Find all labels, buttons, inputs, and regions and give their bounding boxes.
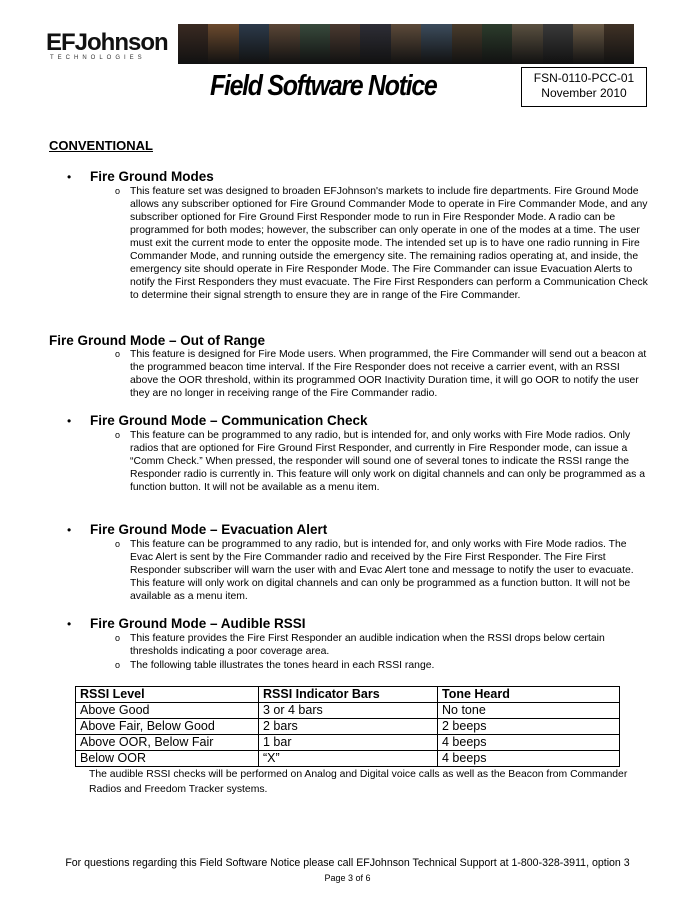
table-cell: 4 beeps <box>438 735 620 751</box>
banner-photo-strip <box>178 24 634 64</box>
table-cell: “X” <box>259 751 438 767</box>
table-cell: Below OOR <box>76 751 259 767</box>
paragraph-text: This feature can be programmed to any radio, but is intended for, and only works with Fire Mode radios. Only radios that are optioned for Fire Ground First Responder, and currently in Fire Responder mode, can issue a “Comm Check.” When pressed, the responder will sound one of several tones to indicate the RSSI range the Responder radio is currently in. This feature will only work on digital channels and can only be programmed as a function button. It will not be available as a menu item. <box>130 430 645 493</box>
banner-photo <box>269 24 299 64</box>
table-row <box>76 719 620 735</box>
table-cell: Above Fair, Below Good <box>76 719 259 735</box>
sub-bullet-icon: o <box>115 633 121 643</box>
header-banner <box>36 24 634 64</box>
table-row <box>76 751 620 767</box>
column-header: RSSI Indicator Bars <box>259 687 438 703</box>
paragraph-out-of-range <box>115 348 650 400</box>
table-cell: 4 beeps <box>438 751 620 767</box>
table-cell: 2 beeps <box>438 719 620 735</box>
banner-photo <box>300 24 330 64</box>
heading-audible-rssi: Fire Ground Mode – Audible RSSI <box>90 616 306 631</box>
bullet-icon: • <box>67 617 72 631</box>
document-number: FSN-0110-PCC-01 <box>533 71 635 85</box>
sub-bullet-icon: o <box>115 660 121 670</box>
table-cell: Above OOR, Below Fair <box>76 735 259 751</box>
document-id-box <box>521 67 647 107</box>
logo-subtitle: TECHNOLOGIES <box>50 55 146 61</box>
banner-photo <box>239 24 269 64</box>
section-title: CONVENTIONAL <box>49 138 153 153</box>
bullet-icon: • <box>67 414 72 428</box>
table-cell: 1 bar <box>259 735 438 751</box>
banner-photo <box>360 24 390 64</box>
banner-photo <box>208 24 238 64</box>
paragraph-text: This feature provides the Fire First Responder an audible indication when the RSSI drops below certain thresholds indicating a poor coverage area. <box>130 633 605 657</box>
footer-contact: For questions regarding this Field Software Notice please call EFJohnson Technical Support at 1-800-328-3911, option 3 <box>65 857 630 869</box>
bullet-icon: • <box>67 523 72 537</box>
sub-bullet-icon: o <box>115 539 121 549</box>
table-row <box>76 703 620 719</box>
efjohnson-logo: EFJohnson <box>46 29 168 56</box>
sub-bullet-icon: o <box>115 186 121 196</box>
banner-photo <box>421 24 451 64</box>
bullet-icon: • <box>67 170 72 184</box>
banner-photo <box>482 24 512 64</box>
paragraph-text: This feature set was designed to broaden EFJohnson's markets to include fire departments. Fire Ground Mode allows any subscriber optioned for Fire Ground Commander Mode to operate in Fire Commander Mode, and any subscriber optioned for Fire Ground First Responder mode to run in Fire Responder Mode. A radio can be programmed for both modes; however, the subscriber can only operate in one of the modes at a time. The user must exit the current mode to enter the opposite mode. The intended set up is to have one radio running in Fire Commander Mode, and running outside the emergency site. The remaining radios operating at, and inside, the emergency site should operate in Fire Responder Mode. The Fire Commander can issue Evacuation Alerts to notify the First Responders they must evacuate. The Fire First Responders can perform a Communication Check to determine their signal strength to ensure they are in range of the Fire Commander. <box>130 186 648 301</box>
heading-out-of-range: Fire Ground Mode – Out of Range <box>49 333 265 348</box>
column-header: Tone Heard <box>438 687 620 703</box>
paragraph-fire-ground-modes <box>115 185 650 302</box>
paragraph-audible-rssi-1 <box>115 632 650 658</box>
document-date: November 2010 <box>541 86 627 100</box>
table-row <box>76 735 620 751</box>
banner-photo <box>573 24 603 64</box>
heading-fire-ground-modes: Fire Ground Modes <box>90 169 214 184</box>
banner-photo <box>391 24 421 64</box>
banner-photo <box>330 24 360 64</box>
banner-photo <box>178 24 208 64</box>
paragraph-evacuation-alert <box>115 538 650 603</box>
table-cell: 3 or 4 bars <box>259 703 438 719</box>
table-cell: Above Good <box>76 703 259 719</box>
page-title: Field Software Notice <box>210 70 437 102</box>
page-number: Page 3 of 6 <box>324 873 371 883</box>
banner-photo <box>512 24 542 64</box>
sub-bullet-icon: o <box>115 349 121 359</box>
heading-evacuation-alert: Fire Ground Mode – Evacuation Alert <box>90 522 328 537</box>
sub-bullet-icon: o <box>115 430 121 440</box>
paragraph-text: This feature can be programmed to any radio, but is intended for, and only works with Fire Mode radios. The Evac Alert is sent by the Fire Commander radio and received by the Fire First Responder. The Fire First Responder subscriber will warn the user with and Evac Alert tone and message to notify the user to evacuate. This feature will only work on digital channels and can only be programmed as a function button. It will not be available as a menu item. <box>130 539 634 602</box>
column-header: RSSI Level <box>76 687 259 703</box>
banner-photo <box>452 24 482 64</box>
paragraph-communication-check <box>115 429 650 494</box>
table-header-row <box>76 687 620 703</box>
banner-photo <box>543 24 573 64</box>
rssi-table <box>75 686 620 767</box>
table-cell: No tone <box>438 703 620 719</box>
heading-communication-check: Fire Ground Mode – Communication Check <box>90 413 368 428</box>
table-note: The audible RSSI checks will be performed on Analog and Digital voice calls as well as the Beacon from Commander Radios and Freedom Tracker systems. <box>89 769 628 795</box>
paragraph-audible-rssi-2 <box>115 659 650 672</box>
table-cell: 2 bars <box>259 719 438 735</box>
paragraph-text: This feature is designed for Fire Mode users. When programmed, the Fire Commander will send out a beacon at the programmed beacon time interval. If the Fire Responder does not receive a carrier event, with an RSSI above the OOR threshold, within its programmed OOR Inactivity Duration time, it will go OOR to notify the user they are no longer in receiving range of the Fire Commander radio. <box>130 349 647 399</box>
paragraph-text: The following table illustrates the tones heard in each RSSI range. <box>130 660 435 671</box>
banner-photo <box>604 24 634 64</box>
